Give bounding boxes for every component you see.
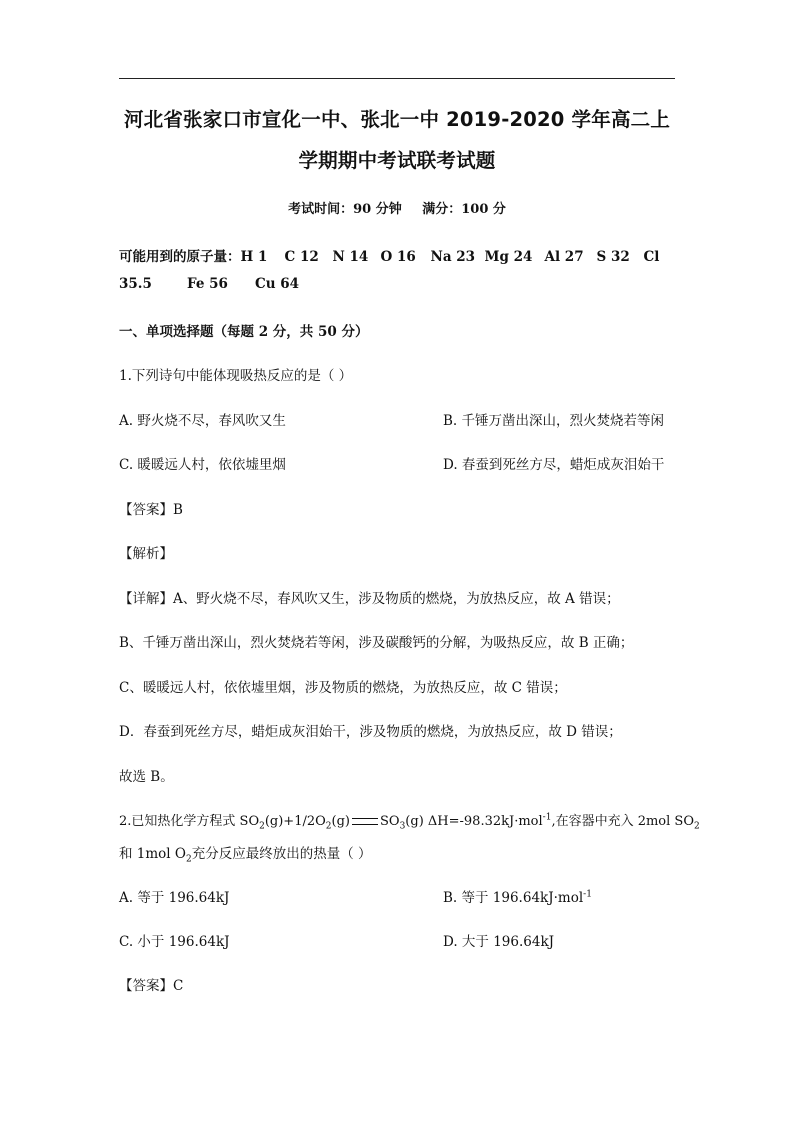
atom-c: C 12 <box>284 249 319 265</box>
full-score: 满分：100 分 <box>422 202 506 217</box>
q1-option-d: D. 春蚕到死丝方尽，蜡炬成灰泪始干 <box>443 457 665 473</box>
section-heading: 一、单项选择题（每题 2 分，共 50 分） <box>119 324 369 340</box>
q1-detail-a: 【详解】A、野火烧不尽，春风吹又生，涉及物质的燃烧，为放热反应，故 A 错误； <box>119 591 620 607</box>
q1-detail-d: D．春蚕到死丝方尽，蜡炬成灰泪始干，涉及物质的燃烧，为放热反应，故 D 错误； <box>119 724 622 740</box>
q1-option-c: C. 暖暖远人村，依依墟里烟 <box>119 457 286 473</box>
q1-option-a: A. 野火烧不尽，春风吹又生 <box>119 413 286 429</box>
atom-n: N 14 <box>332 249 369 265</box>
page-title-line1: 河北省张家口市宣化一中、张北一中 2019-2020 学年高二上 <box>123 108 671 131</box>
atom-cl: Cl <box>643 249 660 265</box>
atom-h: H 1 <box>240 249 268 265</box>
exam-time: 考试时间：90 分钟 <box>288 202 402 217</box>
q2-option-d: D. 大于 196.64kJ <box>443 934 555 950</box>
q1-analysis-label: 【解析】 <box>119 546 173 562</box>
q1-answer: 【答案】B <box>119 502 183 518</box>
q1-detail-c: C、暖暖远人村，依依墟里烟，涉及物质的燃烧，为放热反应，故 C 错误； <box>119 680 567 696</box>
header-rule <box>119 78 675 79</box>
q1-stem: 1.下列诗句中能体现吸热反应的是（ ） <box>119 368 353 384</box>
atomic-mass-row2 <box>119 276 299 292</box>
atom-na: Na 23 <box>430 249 476 265</box>
q2-option-a: A. 等于 196.64kJ <box>119 890 230 906</box>
atom-fe: Fe 56 <box>187 276 228 292</box>
atom-cl-value: 35.5 <box>119 276 152 292</box>
atom-s: S 32 <box>596 249 630 265</box>
q2-answer: 【答案】C <box>119 978 184 994</box>
atom-o: O 16 <box>380 249 416 265</box>
q1-conclusion: 故选 B。 <box>119 769 174 785</box>
equilibrium-sign <box>352 818 378 825</box>
atom-mg: Mg 24 <box>484 249 533 265</box>
atom-cu: Cu 64 <box>255 276 300 292</box>
q2-stem-line1: 2.已知热化学方程式 $SO_2(g)+1/2O_2(g)$ $SO_3(g)$ ΔH=-98.32kJ·mol$^{-1}$,在容器中充入 2mol $SO_2$ <box>119 812 700 832</box>
q1-detail-b: B、千锤万凿出深山，烈火焚烧若等闲，涉及碳酸钙的分解，为吸热反应，故 B 正确； <box>119 635 634 651</box>
exam-info <box>119 198 675 217</box>
q2-option-c: C. 小于 196.64kJ <box>119 934 230 950</box>
page-title-line2: 学期期中考试联考试题 <box>298 149 496 172</box>
q1-option-b: B. 千锤万凿出深山，烈火焚烧若等闲 <box>443 413 665 429</box>
atoms-label: 可能用到的原子量： <box>119 249 241 265</box>
q2-stem-line2: 和 1mol $O_2$充分反应最终放出的热量（ ） <box>119 846 372 865</box>
atom-al: Al 27 <box>544 249 584 265</box>
q2-option-b: B. 等于 196.64kJ·mol$^{-1}$ <box>443 889 592 906</box>
atomic-mass-row1 <box>119 245 659 265</box>
